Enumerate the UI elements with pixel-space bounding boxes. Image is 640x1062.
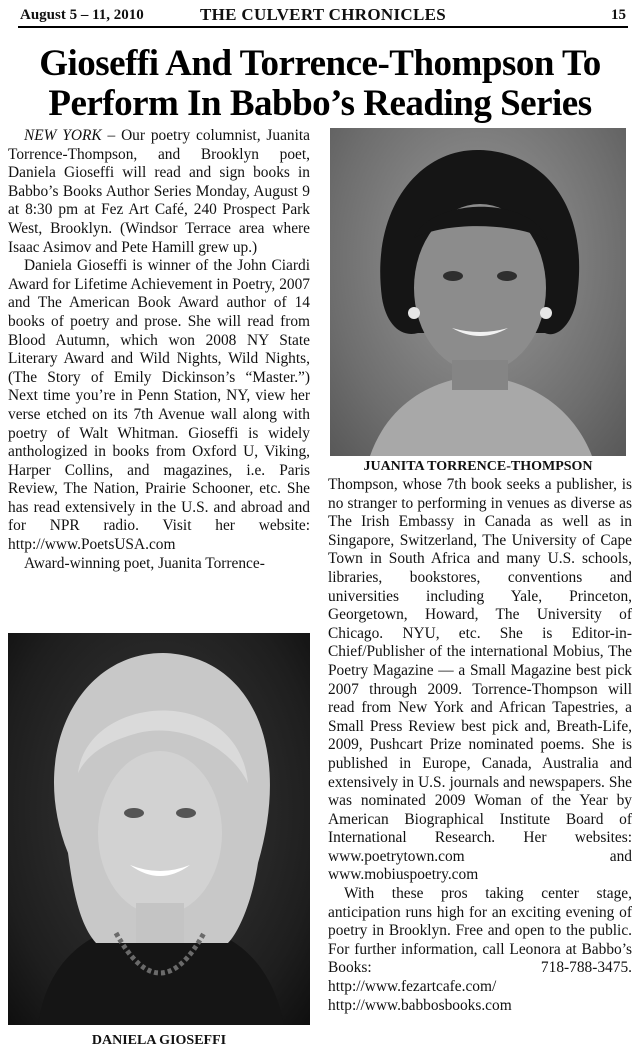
issue-date: August 5 – 11, 2010: [20, 7, 144, 23]
page-number: 15: [611, 7, 626, 23]
headline-line-2: Perform In Babbo’s Reading Series: [48, 83, 592, 124]
newspaper-name: THE CULVERT CHRONICLES: [200, 5, 446, 24]
article-column-left: [8, 127, 310, 573]
portrait-daniela-illustration: [8, 633, 310, 1025]
article-paragraph-3: Award-winning poet, Juanita Torrence-: [24, 554, 265, 572]
photo-juanita-torrence-thompson: [330, 128, 626, 456]
headline: [10, 44, 630, 124]
photo-daniela-gioseffi: [8, 633, 310, 1025]
article-paragraph-2: Daniela Gioseffi is winner of the John Ciardi Award for Lifetime Achievement in Poetry, 2007 and The American Book Award author of 14 books of poetry and prose. She will read from Blood Autumn, which won 2008 NY State Literary Award and Wild Nights, Wild Nights, (The Story of Emily Dickinson’s “Master.”) Next time you’re in Penn Station, NY, view her verse etched on its 7th Avenue wall along with poetry of Walt Whitman. Gioseffi is widely anthologized in books from Oxford U, Viking, Harper Collins, and magazines, i.e. Paris Review, The Nation, Prairie Schooner, etc. She has read extensively in the U.S. and abroad and for NPR radio. Visit her website: http://www.PoetsUSA.com: [8, 257, 310, 554]
caption-juanita: JUANITA TORRENCE-THOMPSON: [363, 459, 593, 474]
dateline: NEW YORK –: [24, 127, 116, 144]
article-paragraph-1: [8, 127, 310, 257]
article-column-right: [328, 476, 632, 1015]
paragraph-1-text: Our poetry columnist, Juanita Torrence-Thompson, and Brooklyn poet, Daniela Gioseffi will read and sign books in Babbo’s Books Author Series Monday, August 9 at 8:30 pm at Fez Art Café, 240 Prospect Park West, Brooklyn. (Windsor Terrace area where Isaac Asimov and Pete Hamill grew up.): [8, 127, 310, 256]
headline-line-1: Gioseffi And Torrence-Thompson To: [39, 43, 601, 84]
article-paragraph-5: With these pros taking center stage, anticipation runs high for an exciting evening of poetry in Brooklyn. Free and open to the public. For further information, call Leonora at Babbo’s Books: 718-788-3475. http://www.fezartcafe.com/ http://www.babbosbooks.com: [328, 885, 632, 1014]
portrait-juanita-illustration: [330, 128, 626, 456]
caption-daniela: DANIELA GIOSEFFI: [91, 1033, 227, 1048]
masthead: [18, 4, 628, 28]
article-paragraph-4: Thompson, whose 7th book seeks a publisher, is no stranger to performing in venues as diverse as The Irish Embassy in Canada as well as in Singapore, Switzerland, The University of Cape Town in South Africa and many U.S. schools, libraries, bookstores, conventions and universities including Yale, Princeton, Georgetown, Howard, The University of Chicago. NYU, etc. She is Editor-in-Chief/Publisher of the international Mobius, The Poetry Magazine — a Small Magazine best pick 2007 through 2009. Torrence-Thompson will read from New York and African Tapestries, a Small Press Review best pick and, Breath-Life, 2009, Pushcart Prize nominated poems. She is published in Europe, Canada, Australia and extensively in U.S. journals and newspapers. She was nominated 2009 Woman of the Year by American Biographical Institute Board of International Research. Her websites: www.poetrytown.com and www.mobiuspoetry.com: [328, 476, 632, 884]
